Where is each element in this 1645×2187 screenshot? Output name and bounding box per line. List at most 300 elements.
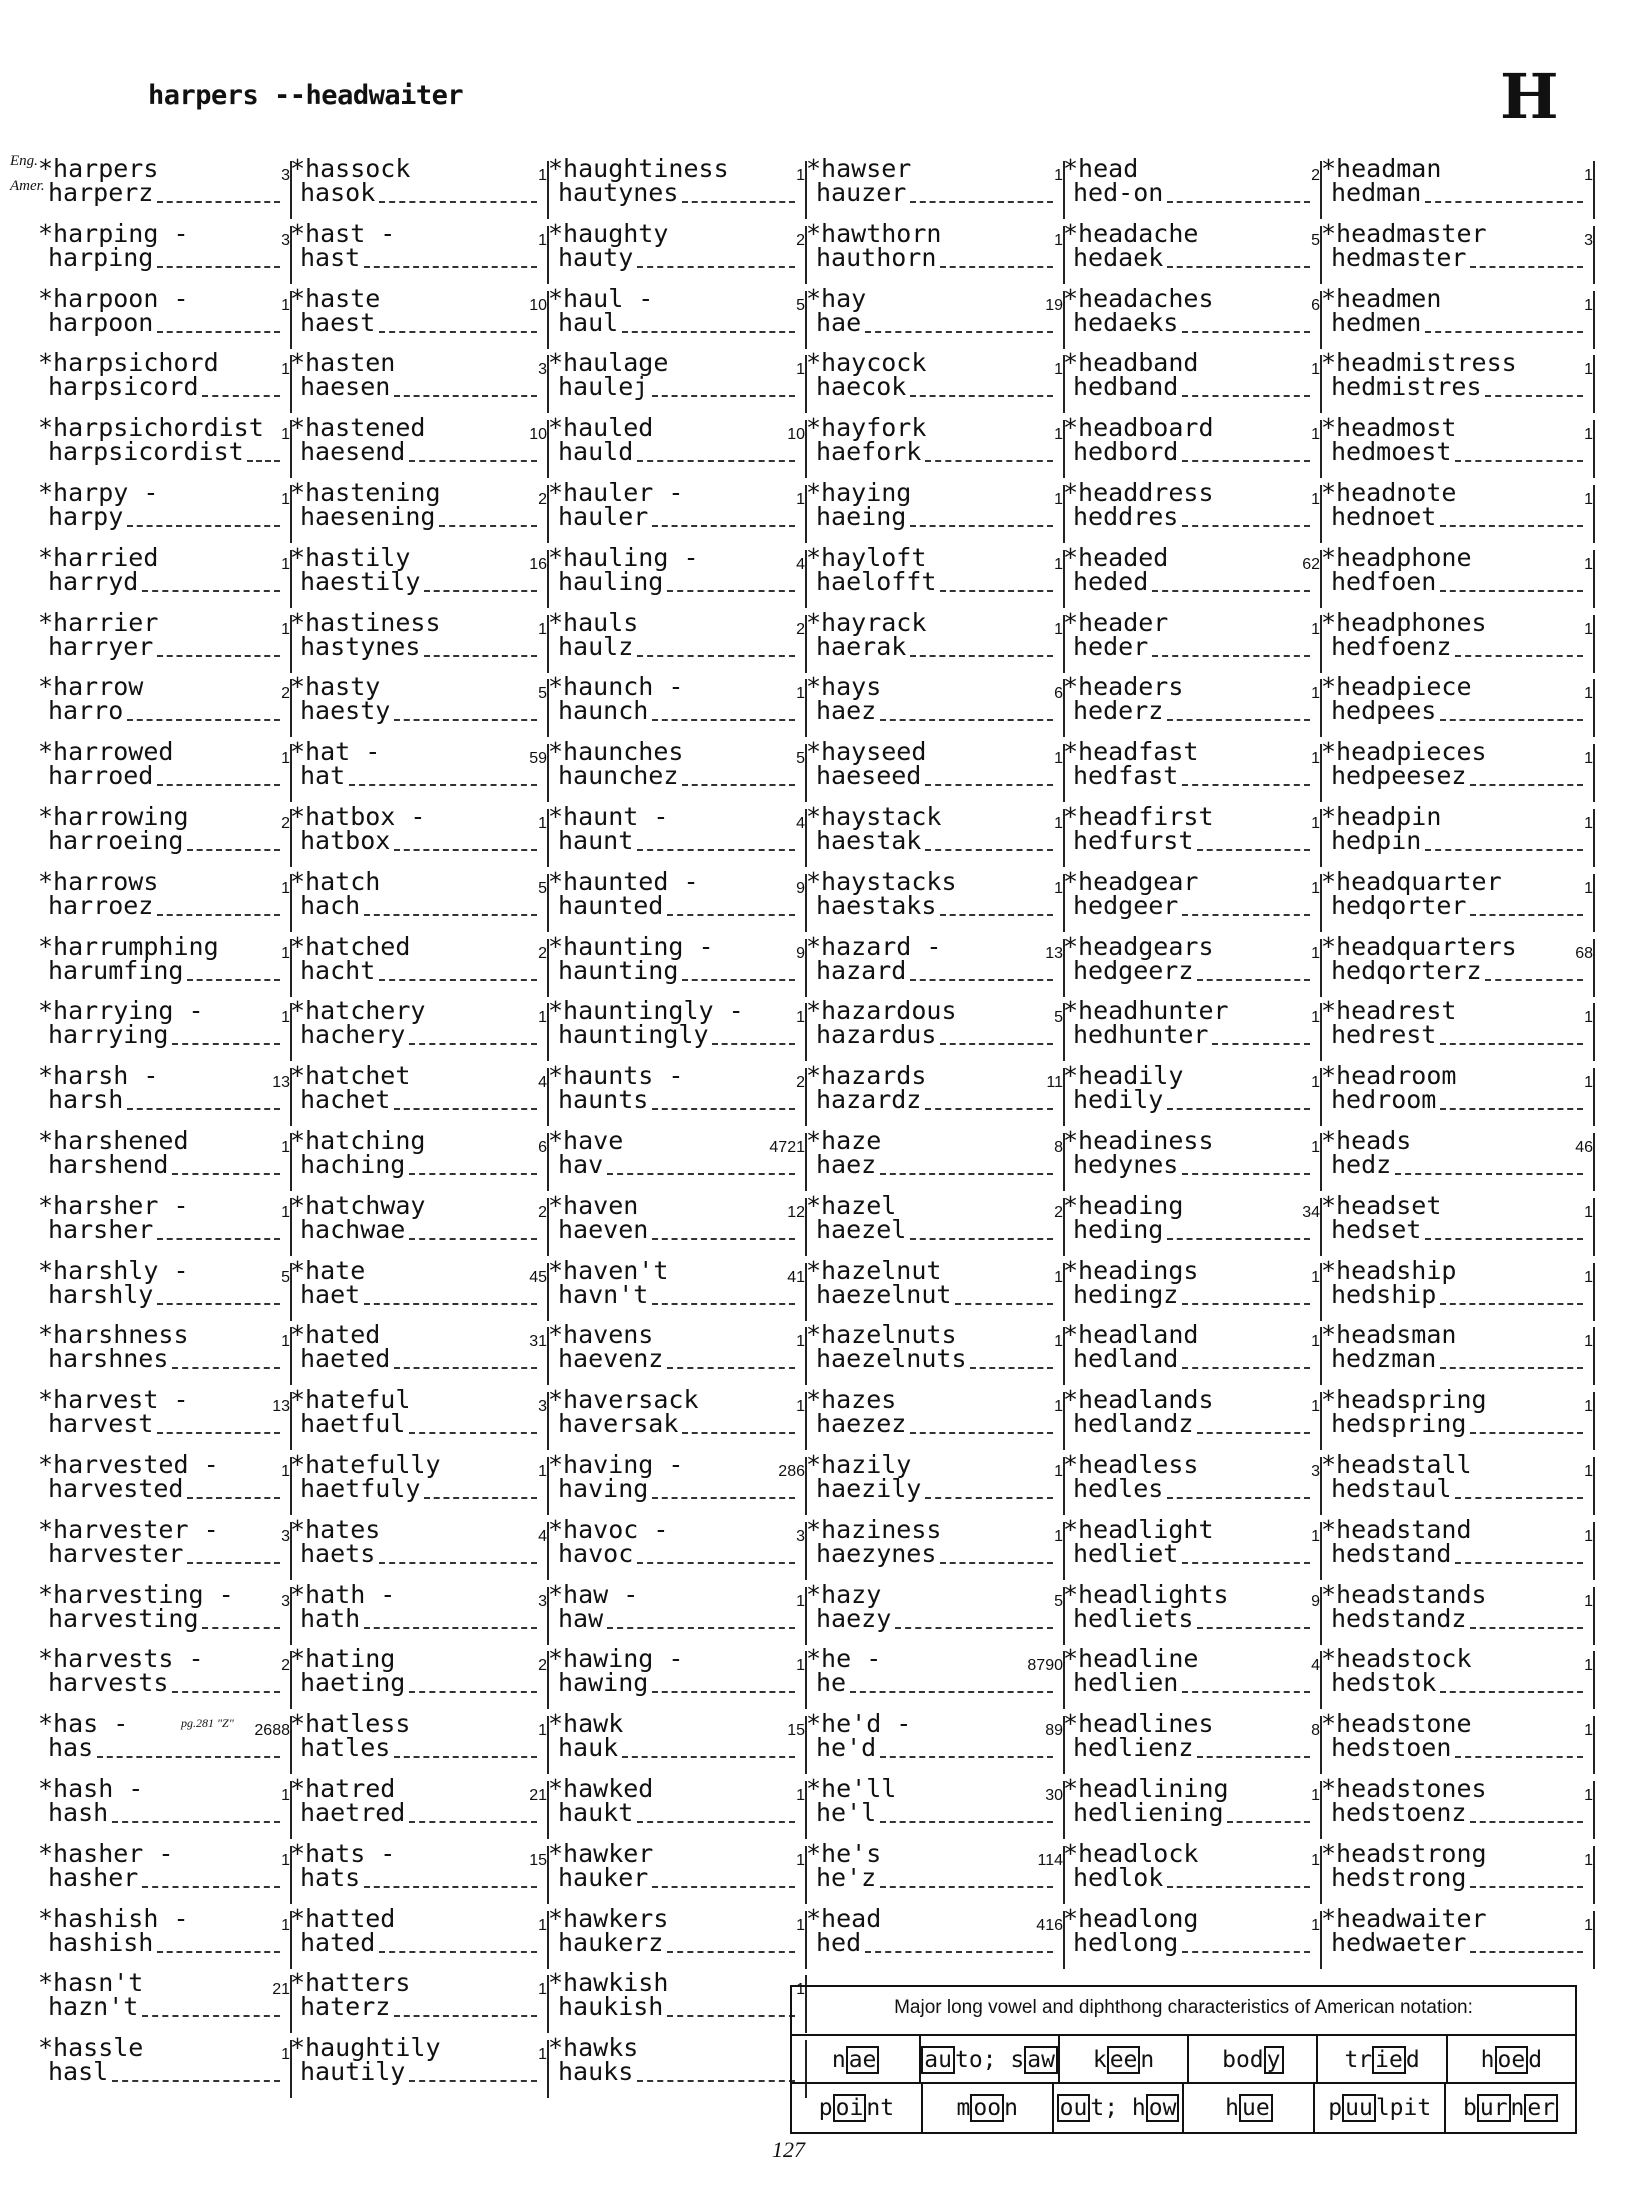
frequency-count: 1 — [1054, 491, 1063, 508]
american-spelling: hedstoenz — [1331, 1798, 1467, 1827]
frequency-count: 1 — [1584, 1916, 1593, 1934]
frequency-count: 1 — [281, 555, 290, 573]
dotted-leader — [1182, 914, 1310, 916]
frequency-count: 1 — [1584, 1074, 1593, 1092]
column-rule — [1593, 1457, 1595, 1515]
english-spelling: *headstones — [1321, 1774, 1487, 1803]
frequency-count: 1 — [281, 491, 290, 508]
legend-example-word — [1446, 2084, 1575, 2132]
dotted-leader — [1455, 1562, 1583, 1564]
english-spelling: *headstall — [1321, 1450, 1472, 1479]
frequency-count: 13 — [1045, 944, 1063, 962]
frequency-count: 1 — [1311, 361, 1320, 379]
legend-example-word — [1184, 2084, 1315, 2132]
dotted-leader — [1470, 1951, 1583, 1953]
english-spelling: *hatbox - — [290, 802, 426, 831]
frequency-count: 1 — [796, 1981, 805, 1999]
dotted-leader — [1182, 331, 1310, 333]
word-entry — [806, 803, 1061, 865]
word-entry — [290, 1969, 545, 2031]
american-spelling: haeseed — [816, 761, 922, 791]
english-spelling: *haughty — [548, 218, 669, 248]
english-spelling: *hatted — [290, 1903, 396, 1933]
dotted-leader — [895, 1627, 1053, 1629]
frequency-count: 1 — [1584, 1463, 1593, 1480]
frequency-count: 4 — [538, 1074, 547, 1092]
dotted-leader — [379, 979, 537, 981]
frequency-count: 4 — [1311, 1657, 1320, 1675]
english-spelling: *headstock — [1321, 1644, 1472, 1674]
vowel-highlight-box: ee — [1107, 2046, 1141, 2074]
word-entry — [548, 155, 803, 217]
english-spelling: *hated — [290, 1320, 381, 1350]
word-entry — [290, 1581, 545, 1643]
column-rule — [1593, 1198, 1595, 1256]
legend-example-word — [1315, 2084, 1446, 2132]
american-spelling: hedfurst — [1073, 826, 1194, 855]
frequency-count: 1 — [1311, 1074, 1320, 1092]
word-entry — [1063, 868, 1318, 930]
word-entry — [548, 738, 803, 800]
word-entry — [1063, 1127, 1318, 1189]
english-spelling: *headache — [1063, 218, 1199, 248]
frequency-count: 1 — [1584, 555, 1593, 573]
dotted-leader — [409, 1691, 537, 1693]
dotted-leader — [127, 1108, 280, 1110]
word-entry — [1063, 673, 1318, 735]
dotted-leader — [1167, 719, 1310, 721]
english-spelling: *head — [1063, 154, 1139, 183]
american-spelling: haulz — [558, 631, 634, 661]
english-spelling: *harshness — [38, 1320, 189, 1350]
american-spelling: hedfoenz — [1331, 631, 1452, 661]
word-entry — [1063, 1062, 1318, 1124]
american-spelling: haezez — [816, 1409, 907, 1439]
english-spelling: *hatchery — [290, 996, 426, 1026]
dotted-leader — [409, 1432, 537, 1434]
frequency-count: 1 — [281, 1916, 290, 1934]
frequency-count: 1 — [1054, 1463, 1063, 1480]
frequency-count: 1 — [1584, 1398, 1593, 1416]
dotted-leader — [652, 1108, 795, 1110]
frequency-count: 1 — [1311, 426, 1320, 444]
word-entry — [290, 414, 545, 476]
english-spelling: *hayseed — [806, 737, 927, 767]
american-spelling: hedfast — [1073, 761, 1179, 791]
american-spelling: hedzman — [1331, 1344, 1437, 1374]
dotted-leader — [1470, 1627, 1583, 1629]
frequency-count: 1 — [1311, 491, 1320, 508]
dotted-leader — [1425, 331, 1583, 333]
american-spelling: haukerz — [558, 1927, 664, 1957]
legend-letters: tr — [1344, 2047, 1373, 2073]
legend-example-word — [923, 2084, 1054, 2132]
column-rule — [1593, 809, 1595, 867]
american-spelling: hatbox — [300, 826, 391, 855]
word-entry — [38, 220, 288, 282]
dotted-leader — [1470, 1886, 1583, 1888]
column-rule — [1593, 550, 1595, 608]
english-spelling: *haw - — [548, 1579, 639, 1609]
frequency-count: 1 — [281, 1009, 290, 1027]
word-entry — [548, 1905, 803, 1967]
english-spelling: *harrying - — [38, 996, 204, 1026]
american-spelling: haestak — [816, 826, 922, 855]
word-entry — [290, 1451, 545, 1513]
english-spelling: *harvesting - — [38, 1579, 234, 1609]
american-spelling: haunting — [558, 955, 679, 985]
word-entry — [1321, 1321, 1591, 1383]
legend-letters: b — [1462, 2095, 1477, 2121]
american-spelling: haterz — [300, 1992, 391, 2022]
american-spelling: hasher — [48, 1862, 139, 1892]
dotted-leader — [379, 1562, 537, 1564]
word-entry — [38, 803, 288, 865]
english-spelling: *haunt - — [548, 802, 669, 831]
english-spelling: *hassle — [38, 2033, 144, 2063]
frequency-count: 34 — [1302, 1203, 1320, 1221]
word-entry — [1063, 997, 1318, 1059]
word-entry — [290, 544, 545, 606]
american-spelling: hedlok — [1073, 1862, 1164, 1892]
dotted-leader — [1212, 1043, 1310, 1045]
dotted-leader — [667, 1367, 795, 1369]
english-spelling: *headpiece — [1321, 672, 1472, 702]
frequency-count: 2 — [538, 944, 547, 962]
english-spelling: *headband — [1063, 348, 1199, 378]
english-spelling: *headphone — [1321, 542, 1472, 572]
vowel-highlight-box: ue — [1239, 2094, 1273, 2122]
american-spelling: haeted — [300, 1344, 391, 1374]
word-entry — [1321, 1775, 1591, 1837]
frequency-count: 114 — [1037, 1851, 1063, 1869]
english-spelling: *harvester - — [38, 1514, 219, 1544]
word-entry — [1063, 933, 1318, 995]
word-entry — [38, 1386, 288, 1448]
page-reference-note: pg.281 "Z" — [181, 1716, 234, 1731]
english-spelling: *harshly - — [38, 1255, 189, 1285]
english-spelling: *hauling - — [548, 542, 699, 572]
word-entry — [806, 997, 1061, 1059]
frequency-count: 3 — [796, 1527, 805, 1545]
dotted-leader — [379, 1951, 537, 1953]
american-spelling: haesend — [300, 437, 406, 467]
dotted-leader — [1455, 655, 1583, 657]
english-spelling: *headmistress — [1321, 348, 1517, 378]
american-spelling: harvests — [48, 1668, 169, 1698]
english-spelling: *hats - — [290, 1838, 396, 1868]
frequency-count: 1 — [538, 620, 547, 638]
american-spelling: haerak — [816, 631, 907, 661]
word-entry — [290, 1645, 545, 1707]
dotted-leader — [1440, 1303, 1583, 1305]
frequency-count: 1 — [1311, 1139, 1320, 1156]
english-spelling: *headquarters — [1321, 931, 1517, 961]
column-rule — [1593, 1587, 1595, 1645]
frequency-count: 416 — [1036, 1916, 1063, 1934]
english-spelling: *hawkish — [548, 1968, 669, 1998]
frequency-count: 9 — [796, 944, 805, 962]
english-spelling: *harrowed — [38, 737, 174, 767]
legend-example-word — [792, 2084, 923, 2132]
legend-row — [792, 2082, 1575, 2132]
american-spelling: hederz — [1073, 696, 1164, 726]
american-spelling: haezy — [816, 1603, 892, 1633]
american-spelling: havn't — [558, 1279, 649, 1309]
american-spelling: hedgeer — [1073, 890, 1179, 920]
dotted-leader — [394, 1108, 537, 1110]
dotted-leader — [1182, 1367, 1310, 1369]
dotted-leader — [394, 719, 537, 721]
frequency-count: 2 — [796, 231, 805, 249]
frequency-count: 1 — [796, 1787, 805, 1804]
frequency-count: 3 — [281, 1592, 290, 1610]
side-label-eng: Eng. — [10, 153, 38, 169]
american-spelling: haestaks — [816, 890, 937, 920]
dotted-leader — [1440, 525, 1583, 527]
american-spelling: harpsicordist — [48, 437, 244, 467]
frequency-count: 1 — [1584, 1787, 1593, 1804]
american-spelling: haelofft — [816, 566, 937, 596]
american-spelling: hed-on — [1073, 178, 1164, 207]
american-spelling: hedman — [1331, 178, 1422, 207]
frequency-count: 1 — [1054, 231, 1063, 249]
dotted-leader — [1182, 525, 1310, 527]
vowel-highlight-box: ou — [1057, 2094, 1091, 2122]
american-spelling: hauthorn — [816, 242, 937, 272]
english-spelling: *harrier — [38, 607, 159, 637]
dotted-leader — [172, 1043, 280, 1045]
word-entry — [806, 673, 1061, 735]
word-entry — [38, 2034, 288, 2096]
english-spelling: *headpieces — [1321, 737, 1487, 767]
word-entry — [806, 738, 1061, 800]
dotted-leader — [667, 914, 795, 916]
english-spelling: *hatchet — [290, 1061, 411, 1091]
american-spelling: haecok — [816, 372, 907, 402]
dotted-leader — [409, 1821, 537, 1823]
dotted-leader — [940, 914, 1053, 916]
frequency-count: 8 — [1054, 1139, 1063, 1156]
word-entry — [1063, 738, 1318, 800]
american-spelling: hav — [558, 1150, 604, 1179]
frequency-count: 1 — [1054, 361, 1063, 379]
dotted-leader — [1470, 784, 1583, 786]
american-spelling: hath — [300, 1603, 361, 1633]
word-entry — [1063, 1192, 1318, 1254]
dotted-leader — [1167, 1497, 1310, 1499]
frequency-count: 1 — [1584, 296, 1593, 314]
frequency-count: 1 — [1054, 167, 1063, 184]
english-spelling: *harrumphing — [38, 931, 219, 961]
frequency-count: 1 — [538, 1722, 547, 1740]
vowel-highlight-box: ie — [1372, 2046, 1406, 2074]
word-entry — [806, 1645, 1061, 1707]
english-spelling: *hawser — [806, 154, 912, 183]
english-spelling: *hawk — [548, 1709, 624, 1739]
frequency-count: 1 — [1054, 750, 1063, 768]
english-spelling: *hayloft — [806, 542, 927, 572]
frequency-count: 2 — [796, 1074, 805, 1092]
english-spelling: *heads — [1321, 1126, 1412, 1155]
english-spelling: *hath - — [290, 1579, 396, 1609]
word-entry — [290, 1516, 545, 1578]
dotted-leader — [394, 1367, 537, 1369]
english-spelling: *hasty — [290, 672, 381, 702]
dotted-leader — [127, 719, 280, 721]
word-entry — [38, 1127, 288, 1189]
english-spelling: *haven't — [548, 1255, 669, 1285]
english-spelling: *headland — [1063, 1320, 1199, 1350]
american-spelling: haet — [300, 1279, 361, 1309]
frequency-count: 9 — [1311, 1592, 1320, 1610]
dotted-leader — [667, 1951, 795, 1953]
american-spelling: haez — [816, 1150, 877, 1179]
frequency-count: 5 — [1054, 1009, 1063, 1027]
dotted-leader — [1440, 1043, 1583, 1045]
word-entry — [38, 544, 288, 606]
word-entry — [1063, 1516, 1318, 1578]
dotted-leader — [682, 201, 795, 203]
legend-letters: d — [1405, 2047, 1420, 2073]
frequency-count: 1 — [281, 750, 290, 768]
dotted-leader — [652, 1691, 795, 1693]
american-spelling: harroez — [48, 890, 154, 920]
frequency-count: 1 — [1054, 1527, 1063, 1545]
vowel-highlight-box: y — [1264, 2046, 1284, 2074]
dotted-leader — [682, 1432, 795, 1434]
frequency-count: 1 — [796, 167, 805, 184]
american-spelling: harryd — [48, 566, 139, 596]
american-spelling: haesening — [300, 502, 436, 531]
page-header-title: harpers --headwaiter — [148, 80, 464, 111]
word-entry — [290, 1192, 545, 1254]
american-spelling: hedstandz — [1331, 1603, 1467, 1633]
legend-letters: n — [1004, 2095, 1018, 2121]
english-spelling: *headphones — [1321, 607, 1487, 637]
frequency-count: 1 — [281, 879, 290, 897]
english-spelling: *harvested - — [38, 1450, 219, 1479]
english-spelling: *headset — [1321, 1190, 1442, 1220]
english-spelling: *heading — [1063, 1190, 1184, 1220]
english-spelling: *hastiness — [290, 607, 441, 637]
word-entry — [806, 1321, 1061, 1383]
legend-letters: lpit — [1375, 2095, 1432, 2121]
american-spelling: haunt — [558, 826, 634, 855]
american-spelling: haeing — [816, 502, 907, 531]
word-entry — [1063, 1710, 1318, 1772]
word-entry — [548, 1516, 803, 1578]
dotted-leader — [1440, 1691, 1583, 1693]
english-spelling: *hawthorn — [806, 218, 942, 248]
legend-row — [792, 2034, 1575, 2084]
word-entry — [1063, 155, 1318, 217]
vowel-highlight-box: ow — [1146, 2094, 1180, 2122]
frequency-count: 1 — [1311, 1527, 1320, 1545]
american-spelling: hedwaeter — [1331, 1927, 1467, 1957]
frequency-count: 1 — [281, 944, 290, 962]
word-entry — [1321, 285, 1591, 347]
english-spelling: *headrest — [1321, 996, 1457, 1026]
dotted-leader — [1167, 1886, 1310, 1888]
word-entry — [1321, 868, 1591, 930]
word-entry — [806, 1386, 1061, 1448]
frequency-count: 2 — [1054, 1203, 1063, 1221]
english-spelling: *hazes — [806, 1385, 897, 1415]
english-spelling: *headspring — [1321, 1385, 1487, 1415]
dotted-leader — [910, 201, 1053, 203]
dotted-leader — [424, 1497, 537, 1499]
dotted-leader — [172, 1367, 280, 1369]
column-rule — [1593, 1781, 1595, 1839]
column-rule — [1593, 1911, 1595, 1969]
frequency-count: 10 — [529, 296, 547, 314]
word-entry — [1321, 673, 1591, 735]
word-entry — [548, 1192, 803, 1254]
english-spelling: *harried — [38, 542, 159, 572]
word-entry — [806, 1451, 1061, 1513]
dotted-leader — [880, 1886, 1053, 1888]
frequency-count: 2 — [281, 685, 290, 703]
american-spelling: haching — [300, 1150, 406, 1179]
american-spelling: harroeing — [48, 826, 184, 855]
american-spelling: he'd — [816, 1733, 877, 1763]
dotted-leader — [1182, 784, 1310, 786]
american-spelling: hedpees — [1331, 696, 1437, 726]
column-rule — [1593, 226, 1595, 284]
frequency-count: 1 — [1311, 1916, 1320, 1934]
word-entry — [290, 868, 545, 930]
word-entry — [806, 1581, 1061, 1643]
dotted-leader — [1425, 1238, 1583, 1240]
word-entry — [38, 1840, 288, 1902]
word-entry — [806, 155, 1061, 217]
american-spelling: haunch — [558, 696, 649, 726]
frequency-count: 2 — [1311, 167, 1320, 184]
word-entry — [1321, 1062, 1591, 1124]
dotted-leader — [1167, 201, 1310, 203]
frequency-count: 3 — [281, 167, 290, 184]
dotted-leader — [1470, 1821, 1583, 1823]
dotted-leader — [652, 1303, 795, 1305]
english-spelling: *hazelnut — [806, 1255, 942, 1285]
word-entry — [1321, 1710, 1591, 1772]
english-spelling: *harrowing — [38, 802, 189, 831]
dotted-leader — [652, 1886, 795, 1888]
american-spelling: hedliening — [1073, 1798, 1224, 1827]
word-entry — [1063, 609, 1318, 671]
word-entry — [290, 1905, 545, 1967]
american-spelling: hauntingly — [558, 1020, 709, 1050]
frequency-count: 1 — [1584, 750, 1593, 768]
frequency-count: 1 — [538, 231, 547, 249]
english-spelling: *headfast — [1063, 737, 1199, 767]
word-entry — [548, 220, 803, 282]
word-entry — [1063, 1775, 1318, 1837]
english-spelling: *haunted - — [548, 866, 699, 896]
dotted-leader — [970, 1367, 1053, 1369]
english-spelling: *hasn't — [38, 1968, 144, 1998]
american-spelling: hated — [300, 1927, 376, 1957]
frequency-count: 6 — [1311, 296, 1320, 314]
english-spelling: *haunting - — [548, 931, 714, 961]
word-entry — [548, 285, 803, 347]
column-rule — [1593, 1003, 1595, 1061]
frequency-count: 1 — [1311, 1333, 1320, 1351]
english-spelling: *hate — [290, 1255, 366, 1285]
word-entry — [548, 933, 803, 995]
english-spelling: *hawkers — [548, 1903, 669, 1933]
